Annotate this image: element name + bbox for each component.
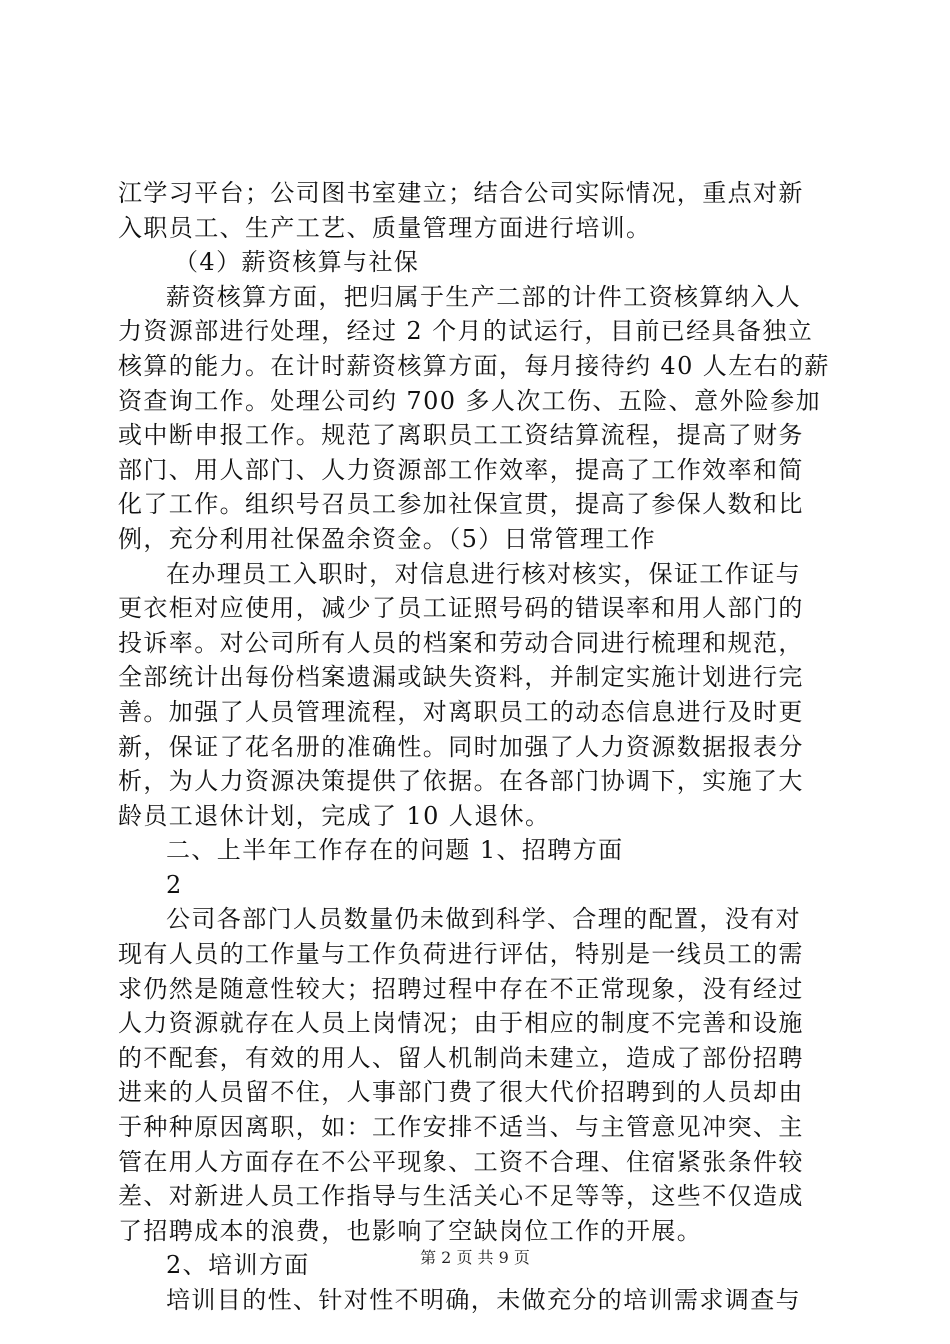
text-line: 求仍然是随意性较大；招聘过程中存在不正常现象，没有经过 [118,974,804,1003]
text-line: 现有人员的工作量与工作负荷进行评估，特别是一线员工的需 [118,940,804,969]
text-line: 培训目的性、针对性不明确，未做充分的培训需求调查与 [166,1286,801,1314]
text-line: 入职员工、生产工艺、质量管理方面进行培训。 [118,213,652,242]
text-line: 资查询工作。处理公司约 700 多人次工伤、五险、意外险参加 [118,386,822,415]
document-body [118,176,838,1318]
text-line: 二、上半年工作存在的问题 1、招聘方面 [166,836,624,865]
text-line: 力资源部进行处理，经过 2 个月的试运行，目前已经具备独立 [118,317,814,346]
text-line: 部门、用人部门、人力资源部工作效率，提高了工作效率和简 [118,455,804,484]
text-line: 核算的能力。在计时薪资核算方面，每月接待约 40 人左右的薪 [118,351,830,380]
text-line: 在办理员工入职时，对信息进行核对核实，保证工作证与 [166,559,801,588]
text-line: 管在用人方面存在不公平现象、工资不合理、住宿紧张条件较 [118,1147,804,1176]
text-line: 化了工作。组织号召员工参加社保宣贯，提高了参保人数和比 [118,490,804,519]
text-line: 新，保证了花名册的准确性。同时加强了人力资源数据报表分 [118,732,804,761]
text-line: 薪资核算方面，把归属于生产二部的计件工资核算纳入人 [166,282,801,311]
text-line: 更衣柜对应使用，减少了员工证照号码的错误率和用人部门的 [118,594,804,623]
text-line: 的不配套，有效的用人、留人机制尚未建立，造成了部份招聘 [118,1043,804,1072]
text-line: 差、对新进人员工作指导与生活关心不足等等，这些不仅造成 [118,1182,804,1211]
text-line: 投诉率。对公司所有人员的档案和劳动合同进行梳理和规范， [118,628,804,657]
text-line: 进来的人员留不住，人事部门费了很大代价招聘到的人员却由 [118,1078,804,1107]
text-line: （4）薪资核算与社保 [174,248,420,277]
text-line: 了招聘成本的浪费，也影响了空缺岗位工作的开展。 [118,1216,703,1245]
text-line: 析，为人力资源决策提供了依据。在各部门协调下，实施了大 [118,767,804,796]
text-line: 公司各部门人员数量仍未做到科学、合理的配置，没有对 [166,905,801,934]
page-number-footer: 第 2 页 共 9 页 [420,1248,530,1267]
text-line: 2 [166,870,183,899]
text-line: 例，充分利用社保盈余资金。（5）日常管理工作 [118,524,657,553]
text-line: 善。加强了人员管理流程，对离职员工的动态信息进行及时更 [118,697,804,726]
text-line: 或中断申报工作。规范了离职员工工资结算流程，提高了财务 [118,421,804,450]
text-line: 全部统计出每份档案遗漏或缺失资料，并制定实施计划进行完 [118,663,804,692]
text-line: 江学习平台；公司图书室建立；结合公司实际情况，重点对新 [118,179,804,207]
text-line: 人力资源就存在人员上岗情况；由于相应的制度不完善和设施 [118,1009,804,1038]
text-line: 2、培训方面 [166,1251,310,1280]
text-line: 龄员工退休计划，完成了 10 人退休。 [118,801,551,830]
text-line: 于种种原因离职，如：工作安排不适当、与主管意见冲突、主 [118,1113,804,1142]
